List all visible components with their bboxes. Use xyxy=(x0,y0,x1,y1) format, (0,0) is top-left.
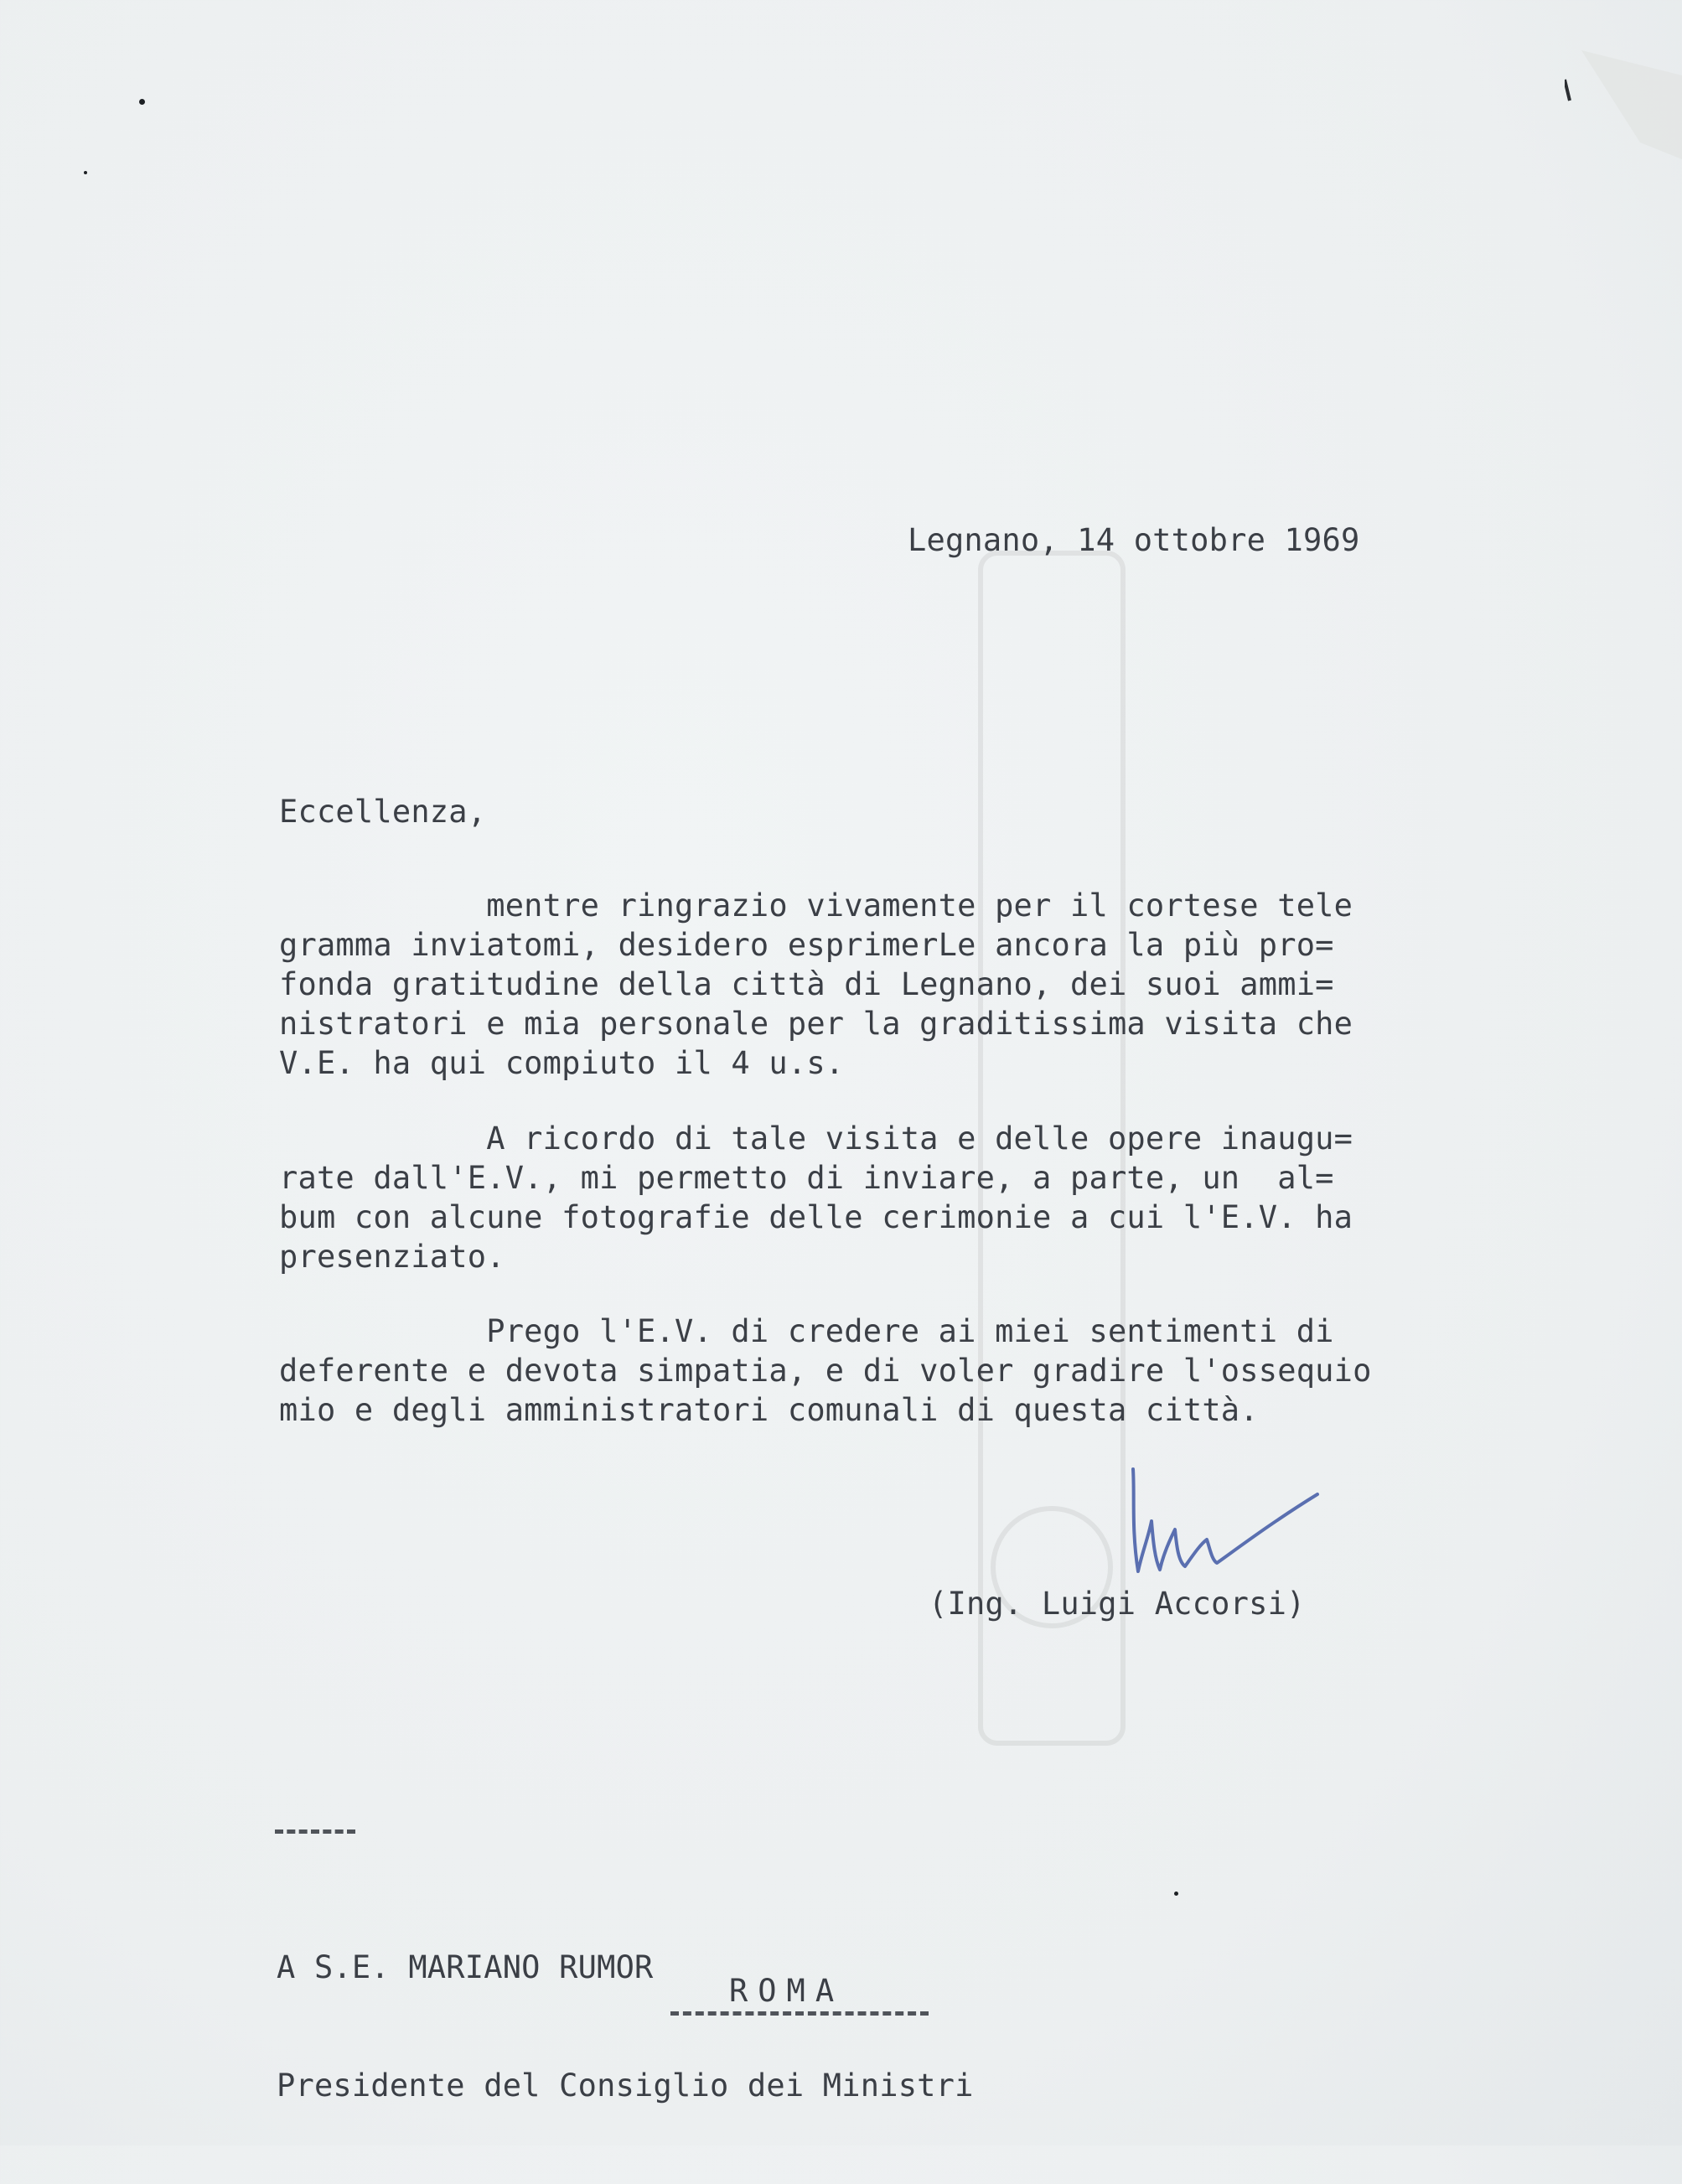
speck xyxy=(139,99,145,105)
handwritten-signature xyxy=(1123,1462,1324,1588)
city-underline xyxy=(670,2011,929,2016)
corner-fold xyxy=(1565,50,1682,159)
separator-rule xyxy=(275,1829,355,1834)
body-line: rate dall'E.V., mi permetto di inviare, a parte, un al= xyxy=(279,1160,1334,1196)
recipient-title: Presidente del Consiglio dei Ministri xyxy=(277,2068,974,2104)
speck xyxy=(1174,1892,1178,1896)
signer-name: (Ing. Luigi Accorsi) xyxy=(929,1586,1306,1622)
body-line: fonda gratitudine della città di Legnano, dei suoi ammi= xyxy=(279,966,1334,1002)
body-line: gramma inviatomi, desidero esprimerLe ancora la più pro= xyxy=(279,927,1334,963)
speck xyxy=(84,171,87,174)
body-line: mentre ringrazio vivamente per il cortese tele xyxy=(279,888,1353,924)
body-line: A ricordo di tale visita e delle opere inaugu= xyxy=(279,1120,1353,1157)
body-line: V.E. ha qui compiuto il 4 u.s. xyxy=(279,1045,845,1081)
body-paragraph-1 xyxy=(279,886,1353,1083)
body-paragraph-2 xyxy=(279,1119,1353,1276)
body-line: nistratori e mia personale per la graditissima visita che xyxy=(279,1006,1353,1042)
recipient-block xyxy=(277,1869,974,2184)
body-paragraph-3 xyxy=(279,1312,1372,1430)
body-line: presenziato. xyxy=(279,1239,505,1275)
recipient-name: A S.E. MARIANO RUMOR xyxy=(277,1949,654,1985)
date-line: Legnano, 14 ottobre 1969 xyxy=(908,522,1360,558)
recipient-city: ROMA xyxy=(729,1973,845,2009)
salutation: Eccellenza, xyxy=(279,794,487,830)
body-line: bum con alcune fotografie delle cerimonie a cui l'E.V. ha xyxy=(279,1199,1353,1235)
body-line: Prego l'E.V. di credere ai miei sentimenti di xyxy=(279,1313,1334,1349)
body-line: mio e degli amministratori comunali di questa città. xyxy=(279,1392,1259,1428)
body-line: deferente e devota simpatia, e di voler gradire l'ossequio xyxy=(279,1353,1372,1389)
